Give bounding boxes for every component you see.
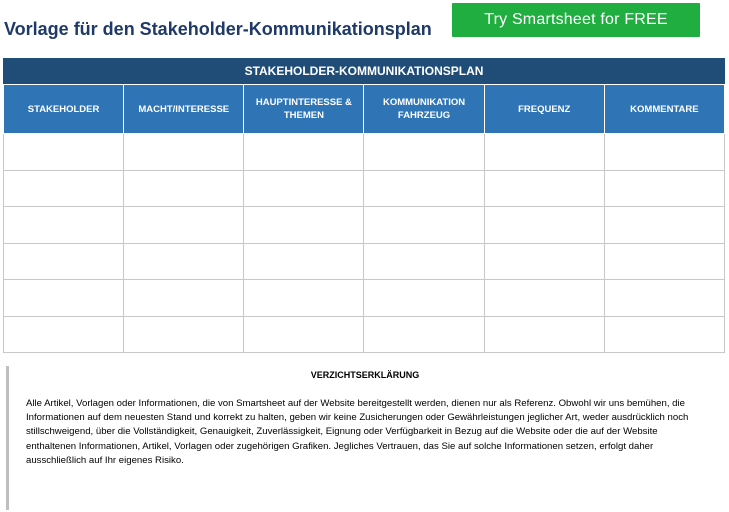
table-cell[interactable] [604, 134, 724, 171]
disclaimer-body: Alle Artikel, Vorlagen oder Informationen, die von Smartsheet auf der Website bereitgestellt werden, dienen nur als Referenz. Obwohl wir uns bemühen, die Informationen auf dem neuesten Stand und korrekt zu halten, geben wir keine Zusicherungen oder Gewährleistungen jeglicher Art, weder ausdrücklich noch stillschweigend, über die Vollständigkeit, Genauigkeit, Zuverlässigkeit, Eignung oder Verfügbarkeit in Bezug auf die Website oder die auf der Website enthaltenen Informationen, Artikel, Vorlagen oder zugehörigen Grafiken. Jegliches Vertrauen, das Sie auf solche Informationen setzen, erfolgt daher ausschließlich auf Ihr eigenes Risiko. [26, 398, 689, 466]
table-row [4, 134, 725, 171]
table-cell[interactable] [484, 170, 604, 207]
table-cell[interactable] [604, 207, 724, 244]
table-cell[interactable] [364, 134, 484, 171]
table-cell[interactable] [124, 134, 244, 171]
column-header-frequenz: FREQUENZ [484, 85, 604, 134]
table-cell[interactable] [484, 280, 604, 317]
column-header-stakeholder: STAKEHOLDER [4, 85, 124, 134]
table-cell[interactable] [364, 207, 484, 244]
table-banner: STAKEHOLDER-KOMMUNIKATIONSPLAN [3, 58, 725, 84]
table-cell[interactable] [4, 207, 124, 244]
column-header-kommunikation: KOMMUNIKATION FAHRZEUG [364, 85, 484, 134]
table-body [4, 134, 725, 353]
table-cell[interactable] [4, 134, 124, 171]
table-cell[interactable] [364, 170, 484, 207]
page-title: Vorlage für den Stakeholder-Kommunikationsplan [4, 19, 432, 39]
column-header-hauptinteresse: HAUPTINTERESSE & THEMEN [244, 85, 364, 134]
table-cell[interactable] [244, 170, 364, 207]
table-cell[interactable] [4, 170, 124, 207]
plan-table-wrapper [3, 58, 725, 353]
table-row [4, 280, 725, 317]
table-row [4, 170, 725, 207]
table-cell[interactable] [124, 316, 244, 353]
table-cell[interactable] [4, 280, 124, 317]
disclaimer-heading: VERZICHTSERKLÄRUNG [310, 370, 420, 380]
table-cell[interactable] [604, 280, 724, 317]
table-cell[interactable] [604, 170, 724, 207]
plan-table [3, 84, 725, 353]
table-row [4, 316, 725, 353]
header-row [4, 85, 725, 134]
table-cell[interactable] [604, 316, 724, 353]
table-cell[interactable] [364, 316, 484, 353]
try-smartsheet-button[interactable]: Try Smartsheet for FREE [452, 3, 700, 37]
table-cell[interactable] [124, 243, 244, 280]
table-cell[interactable] [244, 134, 364, 171]
column-header-macht-interesse: MACHT/INTERESSE [124, 85, 244, 134]
table-cell[interactable] [244, 243, 364, 280]
table-cell[interactable] [4, 243, 124, 280]
table-cell[interactable] [244, 280, 364, 317]
table-cell[interactable] [124, 207, 244, 244]
table-cell[interactable] [484, 134, 604, 171]
table-cell[interactable] [244, 316, 364, 353]
disclaimer [6, 366, 721, 510]
table-cell[interactable] [484, 316, 604, 353]
table-cell[interactable] [364, 243, 484, 280]
table-row [4, 243, 725, 280]
table-cell[interactable] [484, 243, 604, 280]
table-cell[interactable] [4, 316, 124, 353]
table-cell[interactable] [244, 207, 364, 244]
table-cell[interactable] [484, 207, 604, 244]
table-cell[interactable] [604, 243, 724, 280]
table-cell[interactable] [124, 280, 244, 317]
table-cell[interactable] [124, 170, 244, 207]
table-row [4, 207, 725, 244]
column-header-kommentare: KOMMENTARE [604, 85, 724, 134]
table-cell[interactable] [364, 280, 484, 317]
